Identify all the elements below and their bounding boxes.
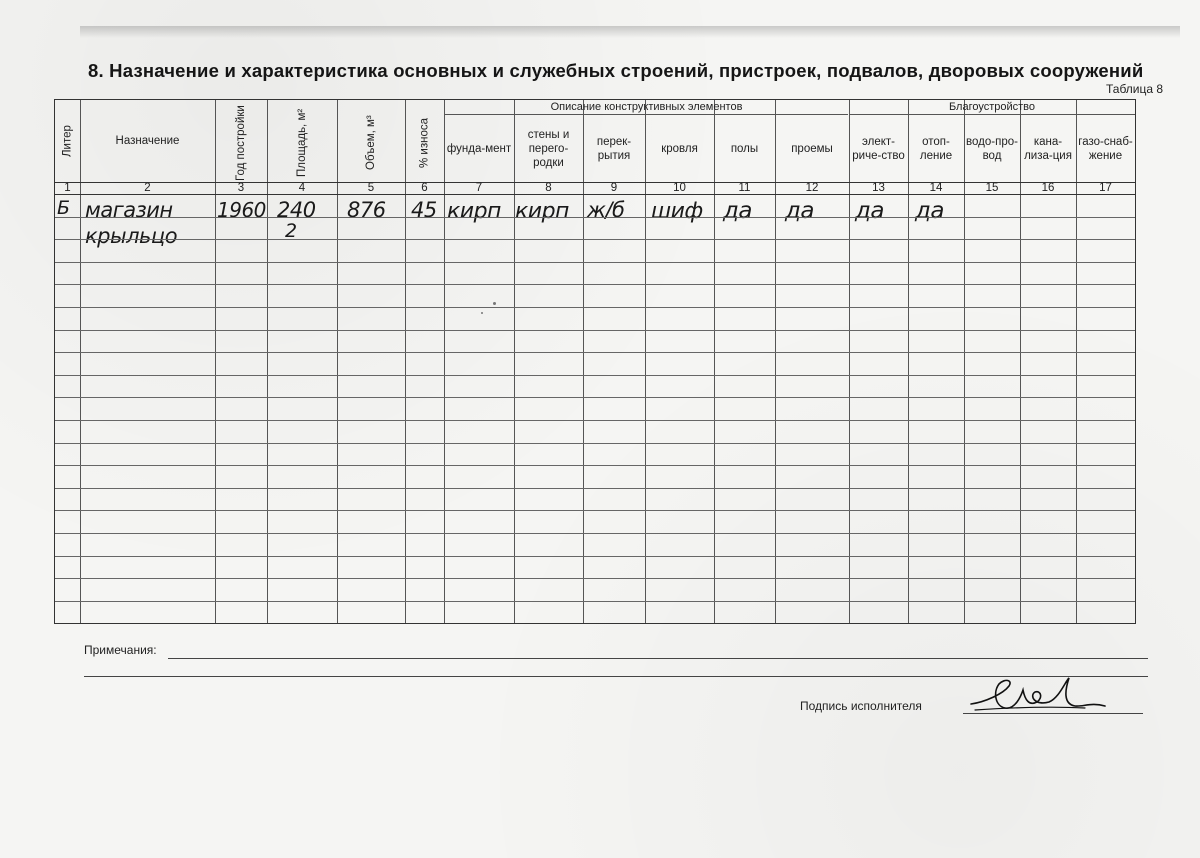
col-num: 8 xyxy=(545,182,552,194)
col-num: 7 xyxy=(475,182,483,194)
cell-openings: да xyxy=(785,198,814,224)
col-num: 14 xyxy=(929,182,943,194)
col-header-gas: газо-снаб-жение xyxy=(1078,135,1133,162)
col-num: 6 xyxy=(421,182,428,194)
col-num: 1 xyxy=(64,182,71,194)
col-header-sewer: кана-лиза-ция xyxy=(1024,135,1072,162)
col-num: 4 xyxy=(298,182,306,194)
page-title: 8. Назначение и характеристика основных и служебных строений, пристроек, подвалов, дворовых сооружений xyxy=(88,60,1144,81)
col-num: 16 xyxy=(1041,182,1055,194)
col-num: 5 xyxy=(367,182,375,194)
table-label: Таблица 8 xyxy=(1106,82,1164,96)
col-header-foundation: фунда-мент xyxy=(446,142,512,155)
cell-electricity: да xyxy=(855,198,884,224)
cell-overlaps: ж/б xyxy=(587,198,625,222)
cell-walls: кирп xyxy=(515,199,569,224)
signature-mark xyxy=(965,672,1115,718)
scan-shadow xyxy=(80,26,1180,38)
cell-floors: да xyxy=(723,198,752,224)
cell-roof: шиф xyxy=(651,199,703,224)
col-num: 11 xyxy=(738,182,751,194)
col-num: 12 xyxy=(805,182,819,194)
cell-area: 240 xyxy=(277,198,316,222)
col-header-overlaps: перек-рытия xyxy=(596,135,632,162)
characteristics-table xyxy=(54,99,1136,624)
col-header-walls: стены и перего-родки xyxy=(527,128,570,169)
col-num: 13 xyxy=(872,182,885,194)
cell-liter: Б xyxy=(57,197,70,219)
col-header-heating: отоп-ление xyxy=(919,135,953,162)
col-num: 10 xyxy=(673,182,686,194)
cell-wear: 45 xyxy=(411,198,437,222)
col-num: 3 xyxy=(237,182,245,194)
col-header-openings: проемы xyxy=(791,142,833,155)
col-header-purpose: Назначение xyxy=(115,135,180,147)
col-header-electricity: элект-ричe-ство xyxy=(852,135,905,162)
col-header-floors: полы xyxy=(730,142,759,155)
group-header-amenities: Благоустройство xyxy=(948,101,1036,113)
notes-label: Примечания: xyxy=(84,643,157,657)
col-header-volume: Объем, м³ xyxy=(365,115,377,171)
col-header-roof: кровля xyxy=(661,142,698,155)
cell-purpose: крыльцо xyxy=(85,224,178,248)
col-num: 15 xyxy=(985,182,999,194)
cell-volume: 876 xyxy=(347,198,386,222)
signature-label: Подпись исполнителя xyxy=(800,699,922,713)
cell-heating: да xyxy=(915,198,944,224)
notes-line xyxy=(168,658,1148,659)
col-header-water: водо-про-вод xyxy=(966,135,1018,162)
col-header-liter: Литер xyxy=(61,125,74,157)
col-header-area: Площадь, м² xyxy=(296,108,308,178)
col-header-wear: % износа xyxy=(418,118,431,169)
col-num: 17 xyxy=(1099,182,1112,194)
col-num: 2 xyxy=(144,182,151,194)
cell-area: 2 xyxy=(285,220,297,242)
cell-foundation: кирп xyxy=(447,199,501,224)
col-header-year: Год постройки xyxy=(235,105,247,181)
group-header-construction: Описание конструктивных элементов xyxy=(550,101,743,113)
cell-year: 1960 xyxy=(217,198,266,222)
col-num: 9 xyxy=(610,182,618,194)
cell-purpose: магазин xyxy=(85,198,173,222)
